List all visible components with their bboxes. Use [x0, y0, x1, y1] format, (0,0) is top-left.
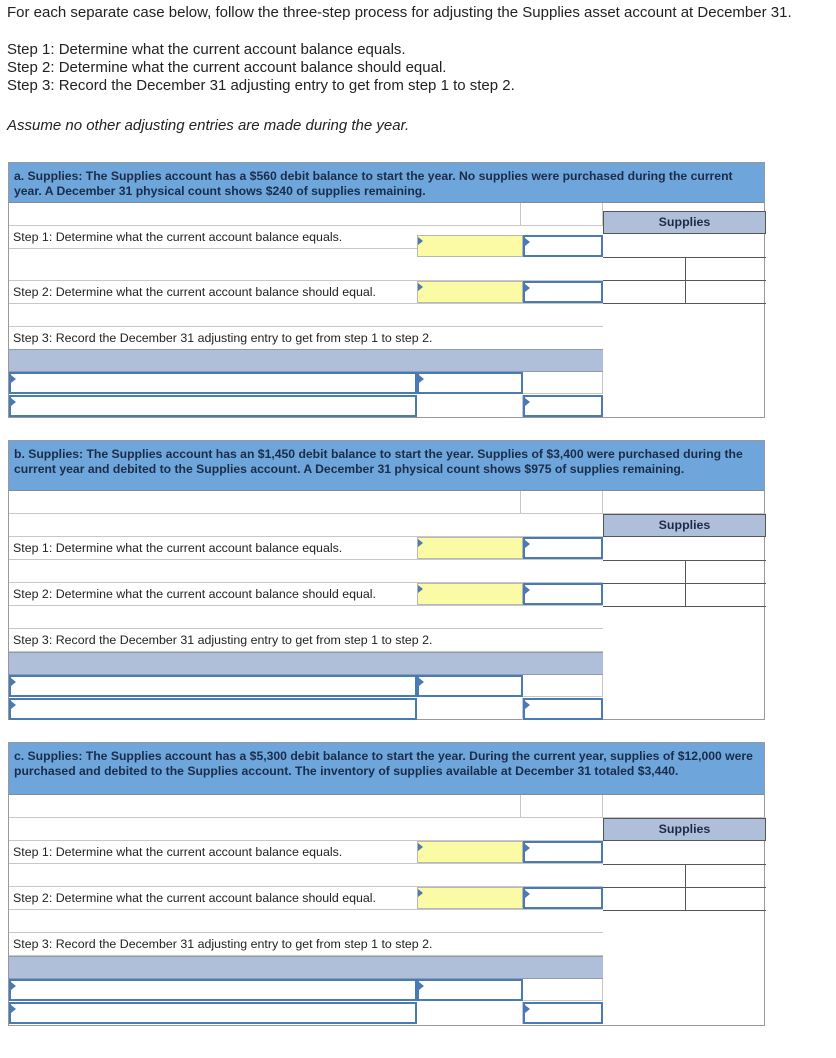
step1-account-input[interactable]: [417, 841, 523, 863]
intro-step-2: Step 2: Determine what the current account balance should equal.: [7, 59, 447, 76]
case-a: [8, 162, 765, 418]
t-account-debit-cell-1[interactable]: [603, 258, 685, 280]
t-account-title: Supplies: [603, 211, 766, 234]
t-account-credit-cell-1[interactable]: [686, 258, 766, 280]
dropdown-marker-icon: [419, 375, 424, 383]
dropdown-marker-icon: [525, 540, 530, 548]
dropdown-marker-icon: [525, 284, 530, 292]
case-c: [8, 742, 765, 1026]
case-header: a. Supplies: The Supplies account has a $560 debit balance to start the year. No supplies were purchased during the current year. A December 31 physical count shows $240 of supplies remaining.: [9, 163, 764, 203]
t-account-title: Supplies: [603, 514, 766, 537]
instructions-text: For each separate case below, follow the three-step process for adjusting the Supplies asset account at December 31.: [7, 4, 792, 21]
dropdown-marker-icon: [418, 539, 423, 547]
assumption-text: Assume no other adjusting entries are made during the year.: [7, 117, 410, 134]
step2-account-input[interactable]: [417, 887, 523, 909]
step2-amount-input[interactable]: [523, 583, 603, 605]
dropdown-marker-icon: [419, 982, 424, 990]
step2-account-input[interactable]: [417, 281, 523, 303]
journal-header-band: [9, 956, 603, 979]
dropdown-marker-icon: [418, 889, 423, 897]
step2-account-input[interactable]: [417, 583, 523, 605]
dropdown-marker-icon: [11, 982, 16, 990]
journal-account-input-2[interactable]: [9, 698, 417, 720]
t-account-debit-cell-2[interactable]: [603, 888, 685, 910]
case-grid: [9, 203, 766, 419]
dropdown-marker-icon: [525, 398, 530, 406]
dropdown-marker-icon: [525, 701, 530, 709]
dropdown-marker-icon: [11, 678, 16, 686]
journal-account-input-2[interactable]: [9, 395, 417, 417]
dropdown-marker-icon: [419, 678, 424, 686]
t-account-credit-cell-2[interactable]: [686, 888, 766, 910]
t-account-title: Supplies: [603, 818, 766, 841]
step1-account-input[interactable]: [417, 537, 523, 559]
dropdown-marker-icon: [418, 585, 423, 593]
t-account-credit-cell-1[interactable]: [686, 865, 766, 887]
dropdown-marker-icon: [11, 1005, 16, 1013]
step3-row: [9, 629, 603, 652]
step3-row: [9, 933, 603, 956]
step1-amount-input[interactable]: [523, 235, 603, 257]
t-account-debit-cell-2[interactable]: [603, 281, 685, 303]
journal-credit-input-2[interactable]: [523, 698, 603, 720]
step3-label: Step 3: Record the December 31 adjusting entry to get from step 1 to step 2.: [13, 937, 433, 951]
step1-amount-input[interactable]: [523, 537, 603, 559]
step1-label: Step 1: Determine what the current account balance equals.: [13, 845, 343, 859]
step3-label: Step 3: Record the December 31 adjusting entry to get from step 1 to step 2.: [13, 633, 433, 647]
step2-amount-input[interactable]: [523, 281, 603, 303]
dropdown-marker-icon: [11, 701, 16, 709]
step3-row: [9, 327, 603, 350]
dropdown-marker-icon: [418, 283, 423, 291]
step1-label: Step 1: Determine what the current account balance equals.: [13, 230, 343, 244]
journal-header-band: [9, 652, 603, 675]
dropdown-marker-icon: [525, 844, 530, 852]
step1-amount-input[interactable]: [523, 841, 603, 863]
journal-debit-input-1[interactable]: [417, 979, 523, 1001]
intro-step-1: Step 1: Determine what the current account balance equals.: [7, 41, 406, 58]
t-account-debit-cell-2[interactable]: [603, 584, 685, 606]
dropdown-marker-icon: [418, 237, 423, 245]
case-grid: [9, 795, 766, 1027]
journal-account-input-1[interactable]: [9, 372, 417, 394]
case-header: b. Supplies: The Supplies account has an $1,450 debit balance to start the year. Supplies of $3,400 were purchased during the current year and debited to the Supplies account. A December 31 physical count shows $975 of supplies remaining.: [9, 441, 764, 491]
dropdown-marker-icon: [11, 398, 16, 406]
t-account-credit-cell-1[interactable]: [686, 561, 766, 583]
intro-step-3: Step 3: Record the December 31 adjusting entry to get from step 1 to step 2.: [7, 77, 515, 94]
t-account-credit-cell-2[interactable]: [686, 281, 766, 303]
dropdown-marker-icon: [525, 1005, 530, 1013]
dropdown-marker-icon: [525, 238, 530, 246]
step2-label: Step 2: Determine what the current account balance should equal.: [13, 587, 376, 601]
journal-account-input-2[interactable]: [9, 1002, 417, 1024]
dropdown-marker-icon: [525, 890, 530, 898]
case-grid: [9, 491, 766, 721]
journal-debit-input-1[interactable]: [417, 675, 523, 697]
case-header: c. Supplies: The Supplies account has a $5,300 debit balance to start the year. During the current year, supplies of $12,000 were purchased and debited to the Supplies account. The inventory of supplies available at December 31 totaled $3,440.: [9, 743, 764, 795]
t-account-debit-cell-1[interactable]: [603, 865, 685, 887]
dropdown-marker-icon: [11, 375, 16, 383]
step2-amount-input[interactable]: [523, 887, 603, 909]
journal-credit-input-2[interactable]: [523, 1002, 603, 1024]
t-account-credit-cell-2[interactable]: [686, 584, 766, 606]
step3-label: Step 3: Record the December 31 adjusting entry to get from step 1 to step 2.: [13, 331, 433, 345]
step2-label: Step 2: Determine what the current account balance should equal.: [13, 285, 376, 299]
step1-account-input[interactable]: [417, 235, 523, 257]
step1-label: Step 1: Determine what the current account balance equals.: [13, 541, 343, 555]
case-b: [8, 440, 765, 720]
journal-header-band: [9, 349, 603, 372]
t-account-debit-cell-1[interactable]: [603, 561, 685, 583]
journal-account-input-1[interactable]: [9, 675, 417, 697]
journal-debit-input-1[interactable]: [417, 372, 523, 394]
journal-account-input-1[interactable]: [9, 979, 417, 1001]
journal-credit-input-2[interactable]: [523, 395, 603, 417]
step2-label: Step 2: Determine what the current account balance should equal.: [13, 891, 376, 905]
dropdown-marker-icon: [418, 843, 423, 851]
dropdown-marker-icon: [525, 586, 530, 594]
